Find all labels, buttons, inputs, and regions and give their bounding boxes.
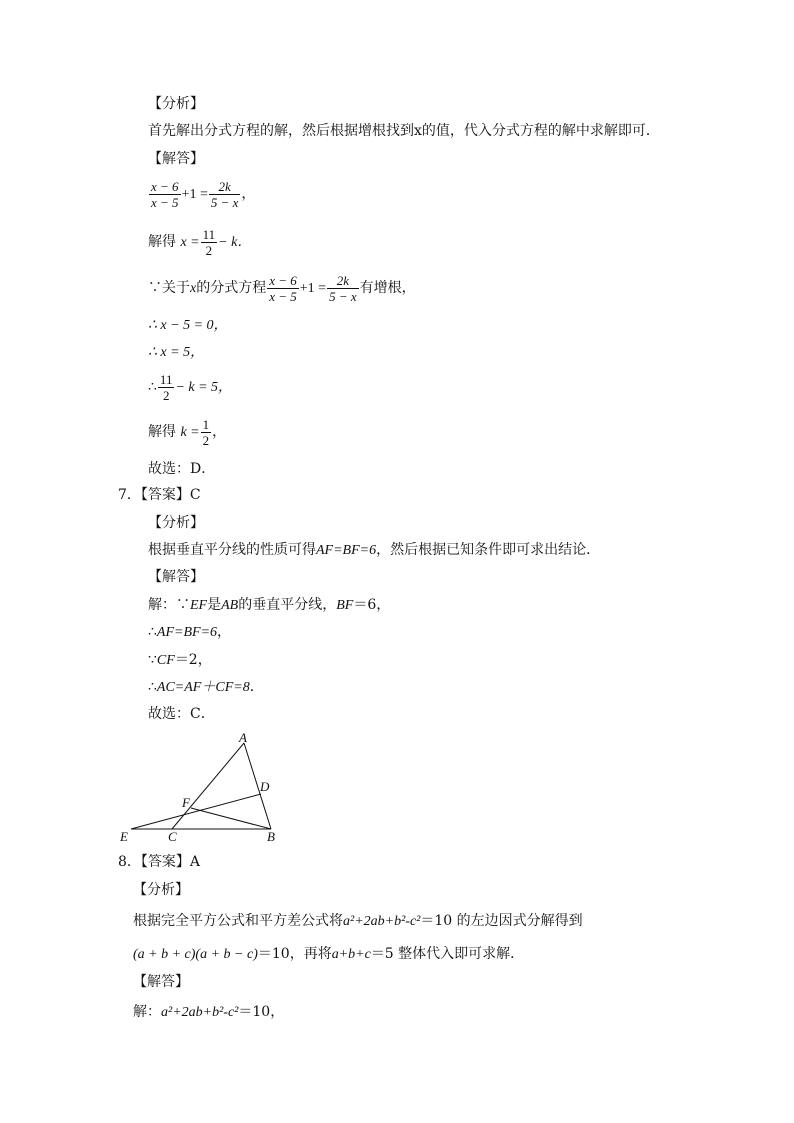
q6-therefore-1: ∴ x − 5 = 0，	[148, 318, 228, 333]
q8-solve-line: 解：a²+2ab+b²-c²＝10，	[133, 1004, 285, 1020]
q6-analysis-text: 首先解出分式方程的解，然后根据增根找到x的值，代入分式方程的解中求解即可．	[148, 123, 660, 139]
q6-solution-label: 【解答】	[148, 151, 204, 167]
q6-eq-frac1: $\frac{x - 6}{x - 5}$	[151, 179, 179, 211]
label-F: F	[182, 795, 190, 810]
label-E: E	[120, 829, 128, 844]
segment-AC	[172, 743, 244, 829]
label-B: B	[267, 829, 275, 844]
label-D: D	[260, 779, 270, 794]
q6-because: ∵关于x的分式方程 $\frac{x - 6}{x - 5}$ +1 = $\frac{2k}{5 - x}$ 有增根，	[148, 272, 416, 304]
q7-line-2: ∴AF=BF=6，	[148, 624, 232, 640]
segment-ED	[131, 794, 261, 829]
segment-FB	[191, 808, 271, 829]
label-C: C	[168, 829, 177, 844]
q6-eq-frac2: $\frac{2k}{5 - x}$	[210, 179, 239, 211]
q6-analysis-label: 【分析】	[148, 96, 204, 112]
q6-solve-x: 解得 x = $\frac{11}{2}$ − k．	[148, 226, 252, 258]
q6-solve-k: 解得 k = $\frac{1}{2}$ ，	[148, 416, 227, 448]
q7-line-4: ∴AC=AF＋CF=8．	[148, 679, 264, 695]
q8-analysis-line-1: 根据完全平方公式和平方差公式将a²+2ab+b²-c²＝10 的左边因式分解得到	[133, 913, 583, 929]
q6-therefore-2: ∴ x = 5，	[148, 345, 205, 360]
q6-therefore-3: ∴ $\frac{11}{2}$ − k = 5，	[148, 371, 233, 403]
q7-line-3: ∵CF＝2，	[148, 652, 212, 668]
q7-line-1: 解：∵EF是AB的垂直平分线，BF＝6，	[148, 597, 391, 613]
q8-header: 8．【答案】A	[118, 854, 201, 870]
q7-choice: 故选：C．	[148, 706, 215, 722]
q7-analysis-label: 【分析】	[148, 515, 204, 531]
q8-solution-label: 【解答】	[133, 974, 189, 990]
q7-analysis-text: 根据垂直平分线的性质可得AF=BF=6，然后根据已知条件即可求出结论．	[148, 542, 601, 558]
q7-solution-label: 【解答】	[148, 569, 204, 585]
q6-equation: $\frac{x - 6}{x - 5}$ +1 = $\frac{2k}{5 - x}$ ，	[151, 179, 256, 211]
q7-triangle-figure	[110, 728, 300, 848]
q8-analysis-label: 【分析】	[133, 882, 189, 898]
label-A: A	[239, 730, 247, 745]
q6-choice: 故选：D．	[148, 461, 216, 477]
q7-header: 7．【答案】C	[118, 487, 201, 503]
q8-analysis-line-2: (a + b + c)(a + b − c)＝10，再将a+b+c＝5 整体代入即可求解．	[133, 946, 525, 962]
